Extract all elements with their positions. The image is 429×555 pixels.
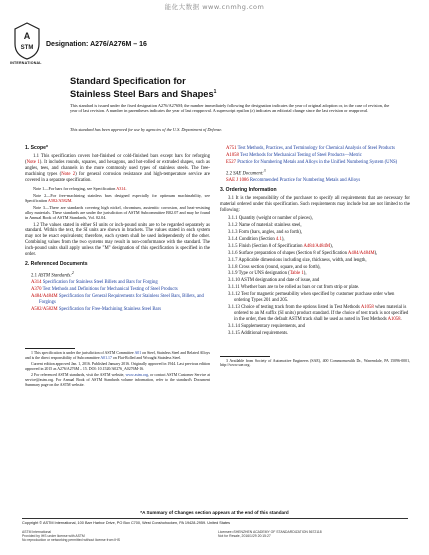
reference-item[interactable] [220, 153, 410, 159]
reference-title[interactable]: Test Methods and Definitions for Mechanical Testing of Steel Products [42, 287, 178, 293]
astm-logo-icon [14, 22, 40, 60]
approval-notice: This standard has been approved for use by agencies of the U.S. Department of Defense. [70, 127, 223, 132]
order-item-permeability: 3.1.12 Test for magnetic permeability when specified by customer purchase order when ordering Types 201 and 205. [228, 292, 395, 304]
order-item-additional: 3.1.15 Additional requirements. [228, 330, 289, 336]
section-ordering-heading: 3. Ordering Information [220, 187, 277, 194]
bottom-rule [22, 518, 408, 519]
reference-code[interactable]: A582/A582M [31, 306, 58, 312]
issuance-notice: This standard is issued under the fixed designation A276/A276M; the number immediately following the designation indicates the year of original adoption or, in the case of revision, the year of last revision. A number in parentheses indicates the year of last reapproval. A superscript epsilon (ε) indicates an editorial change since the last revision or reapproval. [70, 103, 390, 114]
reference-list-continued [220, 146, 410, 166]
note-1-link[interactable]: Note 1 [26, 159, 40, 165]
para-1-1: 1.1 This specification covers hot-finished or cold-finished bars except bars for reforging (Note 1). It includes rounds, squares, and hexagons, and hot-rolled or extruded shapes, such as angles, tees, and channels in the more commonly used types of stainless steels. The free-machining types (Note 2) for general corrosion resistance and high-temperature service are covered in a separate specification. [25, 153, 211, 183]
left-column [25, 146, 210, 389]
note-2-link[interactable]: Note 2 [61, 171, 76, 177]
designation: Designation: A276/A276M – 16 [46, 41, 147, 48]
footnote-1-edition: Current edition approved Jan. 1, 2016. Published January 2016. Originally approved in 1944. Last previous edition approved in 2015 as A276/A276M – 15. DOI: 10.1520/A0276_A0276M-16. [25, 361, 210, 371]
order-item-condition: 3.1.4 Condition (Section 4.1), [228, 236, 285, 242]
reference-item[interactable] [220, 146, 410, 152]
para-1-2: 1.2 The values stated in either SI units or inch-pound units are to be regarded separately as standard. Within the text, the SI units are shown in brackets. The values stated in each system may not be exact equivalents; therefore, each system shall be used independently of the other. Combining values from the two systems may result in non-conformance with the standard. The inch-pound units shall apply unless the "M" designation of this specification is specified in the order. [25, 222, 210, 258]
sae-document-subheading: 2.2 SAE Document:$^3$ [226, 167, 266, 177]
order-item-designation: 3.1.10 ASTM designation and date of issue, and [228, 278, 320, 284]
license-info-right: Licensee=SHENZHEN ACADEMY OF STANDARDIZATION 5672118 Not for Resale, 2016/1/29 20:15:27 [218, 530, 322, 538]
reference-title[interactable]: Test Methods for Mechanical Testing of Steel Products—Metric [240, 152, 362, 158]
logo-label: INTERNATIONAL [10, 61, 42, 65]
reference-title[interactable]: Specification for General Requirements for Stainless Steel Bars, Billets, and Forgings [39, 294, 204, 306]
order-item-test-track: 3.1.13 Choice of testing track from the options listed in Test Methods A1058 when material is ordered to an M suffix (SI units) product standard. If the choice of test track is not specified in the order, then the default ASTM track shall be used as noted in Test Methods A1058. [228, 305, 409, 322]
a484-link-2[interactable]: A484/A484M [347, 250, 375, 256]
order-item-material: 3.1.2 Name of material: stainless steel, [228, 223, 302, 229]
footnote-3: 3 Available from Society of Automotive Engineers (SAE), 400 Commonwealth Dr., Warrendale, PA 15096-0001, http://www.sae.org. [220, 358, 410, 368]
reference-code[interactable]: A751 [226, 146, 237, 151]
note-3: Note 3—There are standards covering high nickel, chromium, austenitic corrosion, and heat-resisting alloy materials. These standards are under the jurisdiction of ASTM Subcommittee B02.07 and may be found in Annual Book of ASTM Standards, Vol. 02.04. [25, 205, 210, 221]
section-scope-heading: 1. Scope* [25, 145, 48, 151]
astm-standards-subheading: 2.1 ASTM Standards:$^2$ [31, 269, 74, 279]
title-line2: Stainless Steel Bars and Shapes$^1$ [70, 88, 217, 99]
reference-title[interactable]: Specification for Free-Machining Stainless Steel Bars [58, 306, 162, 312]
section-references-heading: 2. Referenced Documents [25, 260, 88, 267]
reference-code[interactable]: A484/A484M [31, 294, 58, 300]
reference-code[interactable]: A370 [31, 287, 42, 293]
reference-item[interactable] [25, 287, 210, 293]
a582-link[interactable]: A582/A582M [47, 198, 72, 204]
reference-item[interactable] [25, 307, 210, 313]
reference-title[interactable]: Test Methods, Practices, and Terminology for Chemical Analysis of Steel Products [237, 146, 395, 151]
copyright: Copyright © ASTM International, 100 Barr Harbor Drive, PO Box C700, West Conshohocken, PA 19428-2959. United States [22, 521, 231, 525]
svg-text:STM: STM [20, 45, 34, 51]
page-title [70, 76, 400, 99]
reference-title[interactable]: Specification for Stainless Steel Billets and Bars for Forging [42, 280, 158, 286]
a1058-link-2[interactable]: A1058 [387, 316, 401, 322]
astm-website-link[interactable]: www.astm.org [125, 373, 149, 378]
order-item-finish: 3.1.5 Finish (Section 8 of Specification A484/A484M), [228, 243, 333, 249]
note-2: Note 2—For free-machining stainless bars designed especially for optimum machinability, see Specification A582/A582M. [25, 193, 210, 204]
a314-link[interactable]: A314 [116, 185, 126, 191]
a0117-link[interactable]: A01.17 [100, 355, 112, 360]
a484-link[interactable]: A484/A484M [303, 243, 331, 249]
footnote-rule [25, 348, 75, 349]
reference-code[interactable]: E527 [226, 159, 237, 165]
svg-text:A: A [23, 31, 31, 41]
reference-list [25, 280, 210, 313]
order-item-dimensions: 3.1.7 Applicable dimensions including size, thickness, width, and length, [228, 257, 367, 263]
reference-code[interactable]: A1058 [226, 152, 239, 158]
order-item-type: 3.1.9 Type or UNS designation (Table 1), [228, 271, 307, 277]
order-item-quantity: 3.1.1 Quantity (weight or number of pieces), [228, 216, 313, 222]
right-column [220, 146, 410, 370]
a01-link[interactable]: A01 [134, 350, 142, 355]
reference-title[interactable]: Practice for Numbering Metals and Alloys in the Unified Numbering System (UNS) [237, 159, 398, 165]
order-item-supplementary: 3.1.14 Supplementary requirements, and [228, 323, 306, 329]
order-item-rolled: 3.1.11 Whether bars are to be rolled as bars or cut from strip or plate. [228, 285, 360, 291]
reference-item[interactable] [220, 160, 410, 166]
note-1: Note 1—For bars for reforging, see Specification A314. [33, 185, 127, 191]
watermark: 能化大数据 www.cnmhg.com [164, 3, 265, 11]
section-4-1-link[interactable]: 4.1 [275, 236, 282, 242]
para-3-1: 3.1 It is the responsibility of the purchaser to specify all requirements that are necessary for material ordered under this specification. Such requirements may include but are not limited to the following: [220, 196, 410, 213]
footnote-2: 2 For referenced ASTM standards, visit the ASTM website, www.astm.org, or contact ASTM Customer Service at service@astm.org. For Annual Book of ASTM Standards volume information, refer to the standard's Document Summary page on the ASTM website. [25, 373, 211, 387]
reference-item[interactable] [25, 294, 210, 306]
a1058-link[interactable]: A1058 [360, 305, 374, 311]
table-1-link[interactable]: Table 1 [289, 271, 304, 277]
footnote-rule-right [220, 356, 270, 357]
order-item-surface: 3.1.6 Surface preparation of shapes (Section 8 of Specification A484/A484M), [228, 250, 378, 256]
reference-item-sae[interactable]: SAE J 1086 Recommended Practice for Numbering Metals and Alloys [226, 178, 361, 184]
license-info-left: ASTM International Provided by IHS under license with ASTM No reproduction or networking permitted without license from IHS [22, 530, 120, 542]
reference-code[interactable]: A314 [31, 280, 42, 286]
order-item-form: 3.1.3 Form (bars, angles, and so forth), [228, 230, 303, 236]
footnote-1: 1 This specification is under the jurisdiction of ASTM Committee A01 on Steel, Stainless Steel and Related Alloys and is the direct responsibility of Subcommittee A01.17 on Flat-Rolled and Wrought Stainless Steel. [25, 350, 211, 360]
reference-item[interactable] [25, 280, 210, 286]
order-item-cross-section: 3.1.8 Cross section (round, square, and so forth), [228, 264, 321, 270]
title-line1: Standard Specification for [70, 76, 186, 86]
summary-of-changes-note: *A Summary of Changes section appears at the end of this standard [140, 510, 289, 515]
